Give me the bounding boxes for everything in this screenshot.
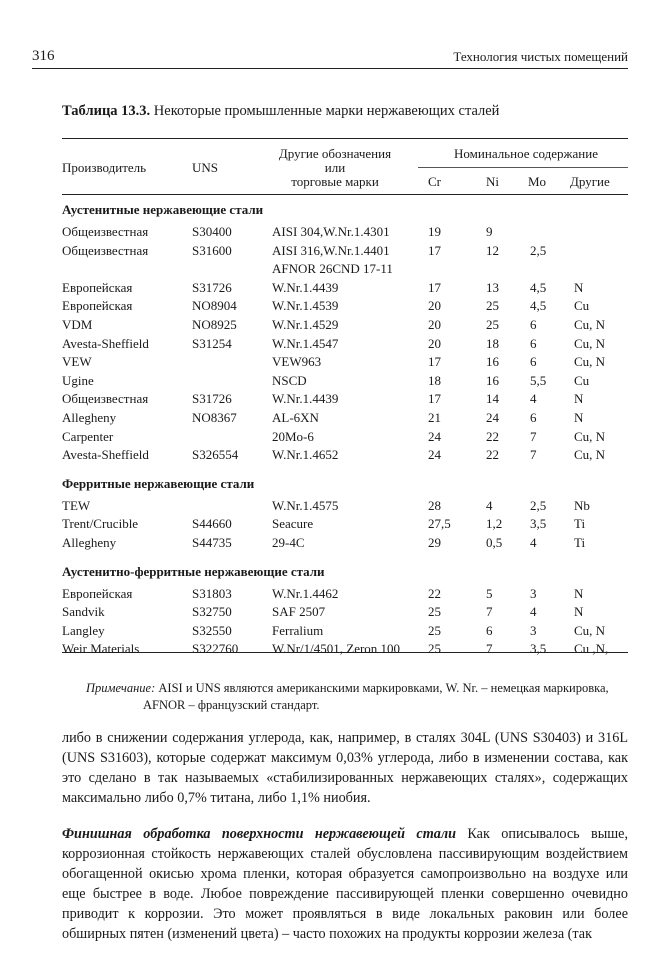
cell-manufacturer: VDM: [62, 317, 93, 332]
cell-manufacturer: Общеизвестная: [62, 224, 149, 239]
cell-ni: 14: [486, 391, 499, 407]
cell-uns: S31600: [192, 242, 232, 258]
header-other-1: Другие обозначения: [278, 146, 392, 161]
cell-mo: 4: [530, 535, 537, 550]
cell-cr: 28: [428, 497, 441, 513]
cell-ni: 7: [486, 641, 493, 657]
cell-uns: S31254: [192, 335, 232, 351]
cell-ni: 24: [486, 410, 499, 425]
cell-uns: S32550: [192, 622, 232, 638]
cell-others: Ti: [574, 516, 586, 532]
cell-other: NSCD: [272, 372, 307, 388]
cell-ni: 16: [486, 372, 499, 388]
cell-others: Cu, N: [574, 317, 606, 332]
cell-cr: 20: [428, 298, 441, 314]
cell-others: Cu, N: [574, 335, 606, 351]
cell-ni: 1,2: [486, 516, 503, 532]
cell-mo: 6: [530, 317, 537, 332]
cell-manufacturer: Trent/Crucible: [62, 516, 139, 532]
header-other-3: торговые марки: [291, 174, 379, 189]
header-other-2: или: [324, 160, 346, 175]
cell-other: W.Nr.1.4462: [272, 585, 339, 601]
header-others: Другие: [570, 174, 610, 189]
cell-manufacturer: Ugine: [62, 372, 94, 388]
header-ni: Ni: [486, 174, 499, 189]
cell-uns: NO8904: [192, 298, 237, 314]
cell-mo: 6: [530, 354, 537, 370]
cell-others: N: [574, 279, 584, 295]
cell-other: AISI 304,W.Nr.1.4301: [272, 224, 390, 239]
cell-ni: 22: [486, 447, 499, 463]
note-label: Примечание:: [86, 681, 156, 695]
cell-others: N: [574, 585, 584, 601]
cell-other: Ferralium: [272, 622, 324, 638]
cell-mo: 2,5: [530, 497, 547, 513]
cell-cr: 17: [428, 242, 441, 258]
header-subrule: [418, 167, 628, 168]
cell-uns: S322760: [192, 641, 239, 657]
cell-others: N: [574, 604, 584, 620]
cell-other: AFNOR 26CND 17-11: [272, 261, 393, 277]
cell-cr: 25: [428, 604, 441, 620]
cell-ni: 0,5: [486, 535, 503, 550]
header-cr: Cr: [428, 174, 441, 189]
cell-mo: 3,5: [530, 516, 547, 532]
cell-others: Ti: [574, 535, 586, 550]
section-heading: Аустенитные нержавеющие стали: [62, 202, 264, 217]
cell-cr: 24: [428, 447, 441, 463]
cell-uns: S30400: [192, 224, 232, 239]
cell-cr: 18: [428, 372, 441, 388]
body-paragraph: либо в снижении содержания углерода, как, например, в сталях 304L (UNS S30403) и 316L (UNS S31603), которые содержат максимум 0,03% углерода, либо в изменении состава, как это сделано в так называемых «стабилизированных нержавеющих сталях», содержащих максимально либо 0,7% титана, либо 1,1% ниобия.: [62, 730, 628, 806]
cell-other: 20Mo-6: [272, 428, 314, 444]
cell-others: Cu, N: [574, 622, 606, 638]
cell-uns: S44660: [192, 516, 232, 532]
cell-manufacturer: Allegheny: [62, 410, 117, 425]
cell-others: Cu, N: [574, 354, 606, 370]
cell-ni: 18: [486, 335, 499, 351]
cell-manufacturer: Weir Materials: [62, 641, 140, 657]
cell-manufacturer: Sandvik: [62, 604, 105, 620]
cell-mo: 3: [530, 622, 537, 638]
cell-manufacturer: Carpenter: [62, 428, 114, 444]
cell-mo: 6: [530, 335, 537, 351]
page-number: 316: [32, 48, 55, 64]
cell-others: Cu: [574, 298, 590, 314]
cell-mo: 7: [530, 428, 537, 444]
header-mo: Mo: [528, 174, 547, 189]
cell-others: Cu, N: [574, 447, 606, 463]
cell-ni: 25: [486, 317, 499, 332]
cell-cr: 25: [428, 622, 441, 638]
cell-mo: 6: [530, 410, 537, 425]
cell-other: W.Nr.1.4652: [272, 447, 339, 463]
cell-cr: 17: [428, 354, 441, 370]
cell-uns: NO8925: [192, 317, 237, 332]
cell-uns: S31726: [192, 391, 232, 407]
cell-cr: 25: [428, 641, 441, 657]
cell-mo: 4,5: [530, 279, 547, 295]
running-header: [32, 46, 628, 69]
cell-other: W.Nr.1.4529: [272, 317, 339, 332]
cell-ni: 4: [486, 497, 493, 513]
cell-other: W.Nr.1.4547: [272, 335, 339, 351]
table-caption-text: Некоторые промышленные марки нержавеющих сталей: [153, 103, 500, 119]
cell-manufacturer: Европейская: [62, 279, 133, 295]
cell-mo: 4: [530, 604, 537, 620]
cell-other: 29-4C: [272, 535, 305, 550]
cell-manufacturer: Общеизвестная: [62, 242, 149, 258]
cell-other: W.Nr/1/4501, Zeron 100: [272, 641, 401, 657]
table-top-rule: [62, 138, 628, 139]
cell-others: Cu ,N,: [574, 641, 609, 657]
cell-others: Cu, N: [574, 428, 606, 444]
cell-ni: 9: [486, 224, 493, 239]
cell-mo: 5,5: [530, 372, 547, 388]
cell-cr: 17: [428, 391, 441, 407]
cell-cr: 21: [428, 410, 441, 425]
cell-uns: S32750: [192, 604, 232, 620]
cell-ni: 5: [486, 585, 493, 601]
note-line-1: AISI и UNS являются американскими маркировками, W. Nr. – немецкая маркировка,: [158, 681, 609, 695]
cell-mo: 3,5: [530, 641, 547, 657]
cell-ni: 12: [486, 242, 499, 258]
header-manufacturer: Производитель: [62, 160, 147, 175]
table-caption: [62, 103, 499, 120]
cell-uns: S31803: [192, 585, 232, 601]
paragraph-text: Как описывалось выше, коррозионная стойкость нержавеющих сталей обусловлена пассивирующим воздействием обогащенной окисью хрома пленки, которая образуется самопроизвольно на воздухе или еще быстрее в воде. Любое повреждение пассивирующей пленки совершенно очевидно приводит к коррозии. Это может проявляться в виде локальных раковин или более обширных пятен (изменений цвета) – часто похожих на продукты коррозии железа (так: [62, 826, 628, 942]
note-line-2: AFNOR – французский стандарт.: [143, 698, 320, 712]
running-title: Технология чистых помещений: [453, 49, 628, 64]
cell-mo: 4: [530, 391, 537, 407]
table-note: [86, 680, 634, 714]
cell-other: AISI 316,W.Nr.1.4401: [272, 242, 390, 258]
cell-uns: S31726: [192, 279, 232, 295]
cell-ni: 6: [486, 622, 493, 638]
cell-mo: 3: [530, 585, 537, 601]
cell-manufacturer: Общеизвестная: [62, 391, 149, 407]
cell-uns: NO8367: [192, 410, 237, 425]
cell-cr: 22: [428, 585, 441, 601]
cell-others: Nb: [574, 497, 590, 513]
cell-others: N: [574, 410, 584, 425]
cell-manufacturer: Avesta-Sheffield: [62, 447, 149, 463]
cell-mo: 7: [530, 447, 537, 463]
cell-manufacturer: TEW: [62, 497, 91, 513]
table-caption-label: Таблица 13.3.: [62, 103, 151, 119]
cell-manufacturer: Avesta-Sheffield: [62, 335, 149, 351]
cell-mo: 2,5: [530, 242, 547, 258]
cell-ni: 13: [486, 279, 499, 295]
cell-manufacturer: Европейская: [62, 585, 133, 601]
cell-cr: 24: [428, 428, 441, 444]
cell-manufacturer: VEW: [62, 354, 92, 370]
cell-manufacturer: Allegheny: [62, 535, 117, 550]
body-paragraph-finishing: [62, 824, 628, 944]
section-heading: Ферритные нержавеющие стали: [62, 475, 255, 491]
cell-other: SAF 2507: [272, 604, 326, 620]
cell-cr: 17: [428, 279, 441, 295]
cell-cr: 20: [428, 335, 441, 351]
cell-other: VEW963: [272, 354, 322, 370]
table-header-rule: [62, 194, 628, 195]
cell-cr: 20: [428, 317, 441, 332]
cell-ni: 25: [486, 298, 499, 314]
cell-mo: 4,5: [530, 298, 547, 314]
cell-ni: 7: [486, 604, 493, 620]
cell-other: W.Nr.1.4539: [272, 298, 339, 314]
cell-other: W.Nr.1.4439: [272, 279, 339, 295]
cell-cr: 27,5: [428, 516, 451, 532]
paragraph-lead-heading: Финишная обработка поверхности нержавеющей стали: [62, 826, 456, 842]
cell-manufacturer: Langley: [62, 622, 105, 638]
cell-other: W.Nr.1.4575: [272, 497, 339, 513]
cell-other: Seacure: [272, 516, 314, 532]
cell-other: W.Nr.1.4439: [272, 391, 339, 407]
cell-ni: 22: [486, 428, 499, 444]
section-heading: Аустенитно-ферритные нержавеющие стали: [62, 563, 325, 579]
cell-uns: S326554: [192, 447, 239, 463]
cell-uns: S44735: [192, 535, 232, 550]
cell-cr: 19: [428, 224, 441, 239]
cell-manufacturer: Европейская: [62, 298, 133, 314]
cell-others: Cu: [574, 372, 590, 388]
cell-cr: 29: [428, 535, 441, 550]
cell-others: N: [574, 391, 584, 407]
header-nominal: Номинальное содержание: [454, 146, 598, 161]
header-uns: UNS: [192, 160, 219, 175]
cell-ni: 16: [486, 354, 499, 370]
cell-other: AL-6XN: [272, 410, 319, 425]
